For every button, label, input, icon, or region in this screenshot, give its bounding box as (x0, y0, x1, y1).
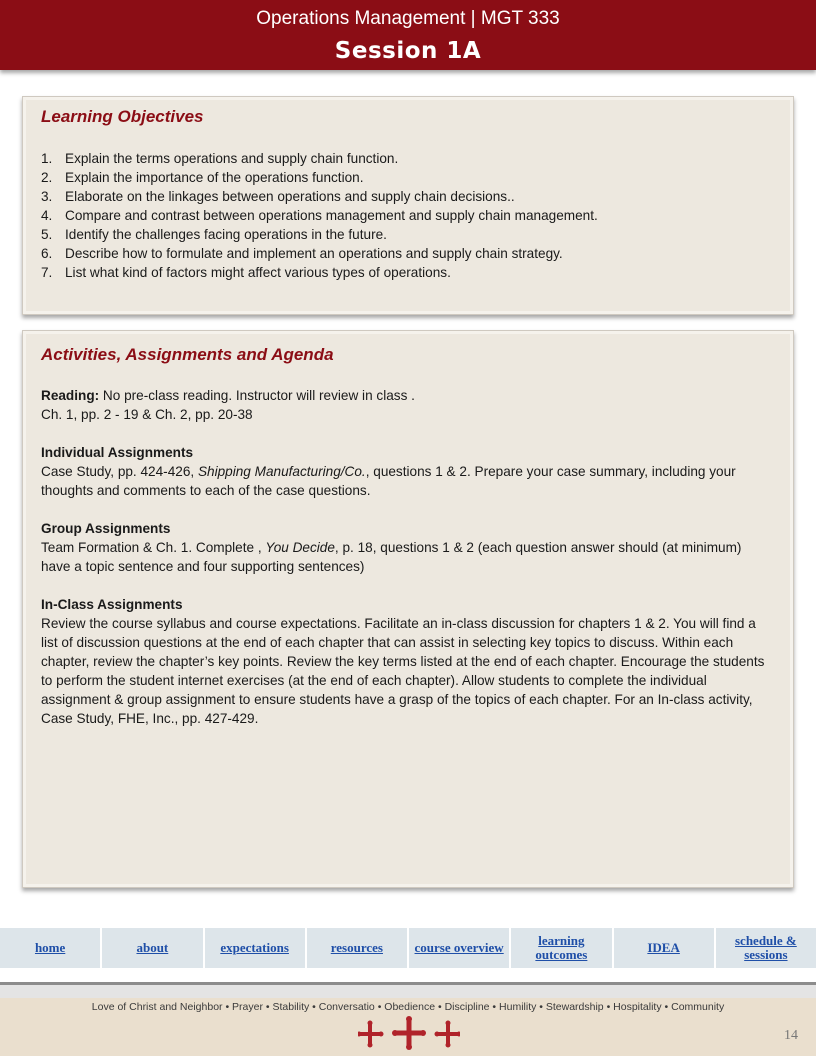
nav-about[interactable]: about (102, 928, 204, 968)
item-number: 6. (41, 246, 53, 261)
list-item (41, 244, 598, 263)
bottom-navigation (0, 928, 816, 968)
learning-objectives-title: Learning Objectives (41, 107, 204, 126)
nav-expectations[interactable]: expectations (205, 928, 307, 968)
item-number: 2. (41, 170, 53, 185)
nav-learning-outcomes[interactable]: learning outcomes (511, 928, 613, 968)
text-run: , p. 18, questions 1 & 2 (each question answer should (at minimum) have a topic sentence and four supporting sentences) (41, 540, 742, 574)
text-run: Case Study, pp. 424-426, (41, 464, 198, 479)
learning-objectives-card (22, 96, 794, 315)
activities-card (22, 330, 794, 888)
item-number: 1. (41, 151, 53, 166)
item-text: Explain the terms operations and supply chain function. (65, 151, 399, 166)
page-number: 14 (784, 1028, 798, 1043)
in-class-assignments-text: Review the course syllabus and course expectations. Facilitate an in-class discussion for chapters 1 & 2. You will find a list of discussion questions at the end of each chapter that can assist in selecting key topics to discuss. Within each chapter, review the chapter’s key points. Review the key terms listed at the end of each chapter. Encourage the students to perform the student internet exercises (at the end of each chapter). Allow students to complete the individual assignment & group assignment to ensure students have a grasp of the topics of each chapter. For an In-class activity, Case Study, FHE, Inc., pp. 427-429. (41, 616, 765, 726)
text-run: , questions 1 & 2. Prepare your case summary, including your thoughts and comments to each of the case questions. (41, 464, 736, 498)
list-item (41, 187, 598, 206)
header-banner (0, 0, 816, 70)
footer-divider (0, 982, 816, 998)
nav-resources[interactable]: resources (307, 928, 409, 968)
nav-schedule-sessions[interactable]: schedule & sessions (716, 928, 816, 968)
objectives-list (41, 149, 598, 282)
agenda-body (41, 386, 771, 728)
list-item (41, 149, 598, 168)
nav-course-overview[interactable]: course overview (409, 928, 511, 968)
crosses-icon (358, 1016, 460, 1050)
reading-line (41, 386, 771, 405)
list-item (41, 206, 598, 225)
item-number: 4. (41, 208, 53, 223)
list-item (41, 225, 598, 244)
item-number: 3. (41, 189, 53, 204)
group-assignments-heading: Group Assignments (41, 521, 171, 536)
group-assignments-text (41, 538, 771, 576)
item-text: Identify the challenges facing operations in the future. (65, 227, 387, 242)
item-number: 7. (41, 265, 53, 280)
values-line: Love of Christ and Neighbor • Prayer • Stability • Conversatio • Obedience • Discipline • Humility • Stewardship • Hospitality • Community (91, 1001, 725, 1013)
item-text: Compare and contrast between operations management and supply chain management. (65, 208, 598, 223)
exercise-name: You Decide (265, 540, 335, 555)
case-study-name: Shipping Manufacturing/Co. (197, 464, 366, 479)
reading-chapters: Ch. 1, pp. 2 - 19 & Ch. 2, pp. 20-38 (41, 407, 253, 422)
nav-idea[interactable]: IDEA (614, 928, 716, 968)
in-class-assignments-heading: In-Class Assignments (41, 597, 183, 612)
activities-title: Activities, Assignments and Agenda (41, 345, 334, 364)
text-run: Team Formation & Ch. 1. Complete , (41, 540, 266, 555)
item-text: Elaborate on the linkages between operations and supply chain decisions.. (65, 189, 515, 204)
individual-assignments-heading: Individual Assignments (41, 445, 194, 460)
list-item (41, 168, 598, 187)
item-text: List what kind of factors might affect various types of operations. (65, 265, 451, 280)
footer (0, 998, 816, 1056)
item-text: Describe how to formulate and implement an operations and supply chain strategy. (65, 246, 563, 261)
item-text: Explain the importance of the operations function. (65, 170, 364, 185)
session-title: Session 1A (334, 38, 482, 64)
course-title: Operations Management | MGT 333 (256, 8, 560, 29)
item-number: 5. (41, 227, 53, 242)
reading-text: No pre-class reading. Instructor will review in class . (99, 388, 415, 403)
reading-label: Reading: (41, 388, 100, 403)
nav-home[interactable]: home (0, 928, 102, 968)
list-item (41, 263, 598, 282)
individual-assignments-text (41, 462, 771, 500)
